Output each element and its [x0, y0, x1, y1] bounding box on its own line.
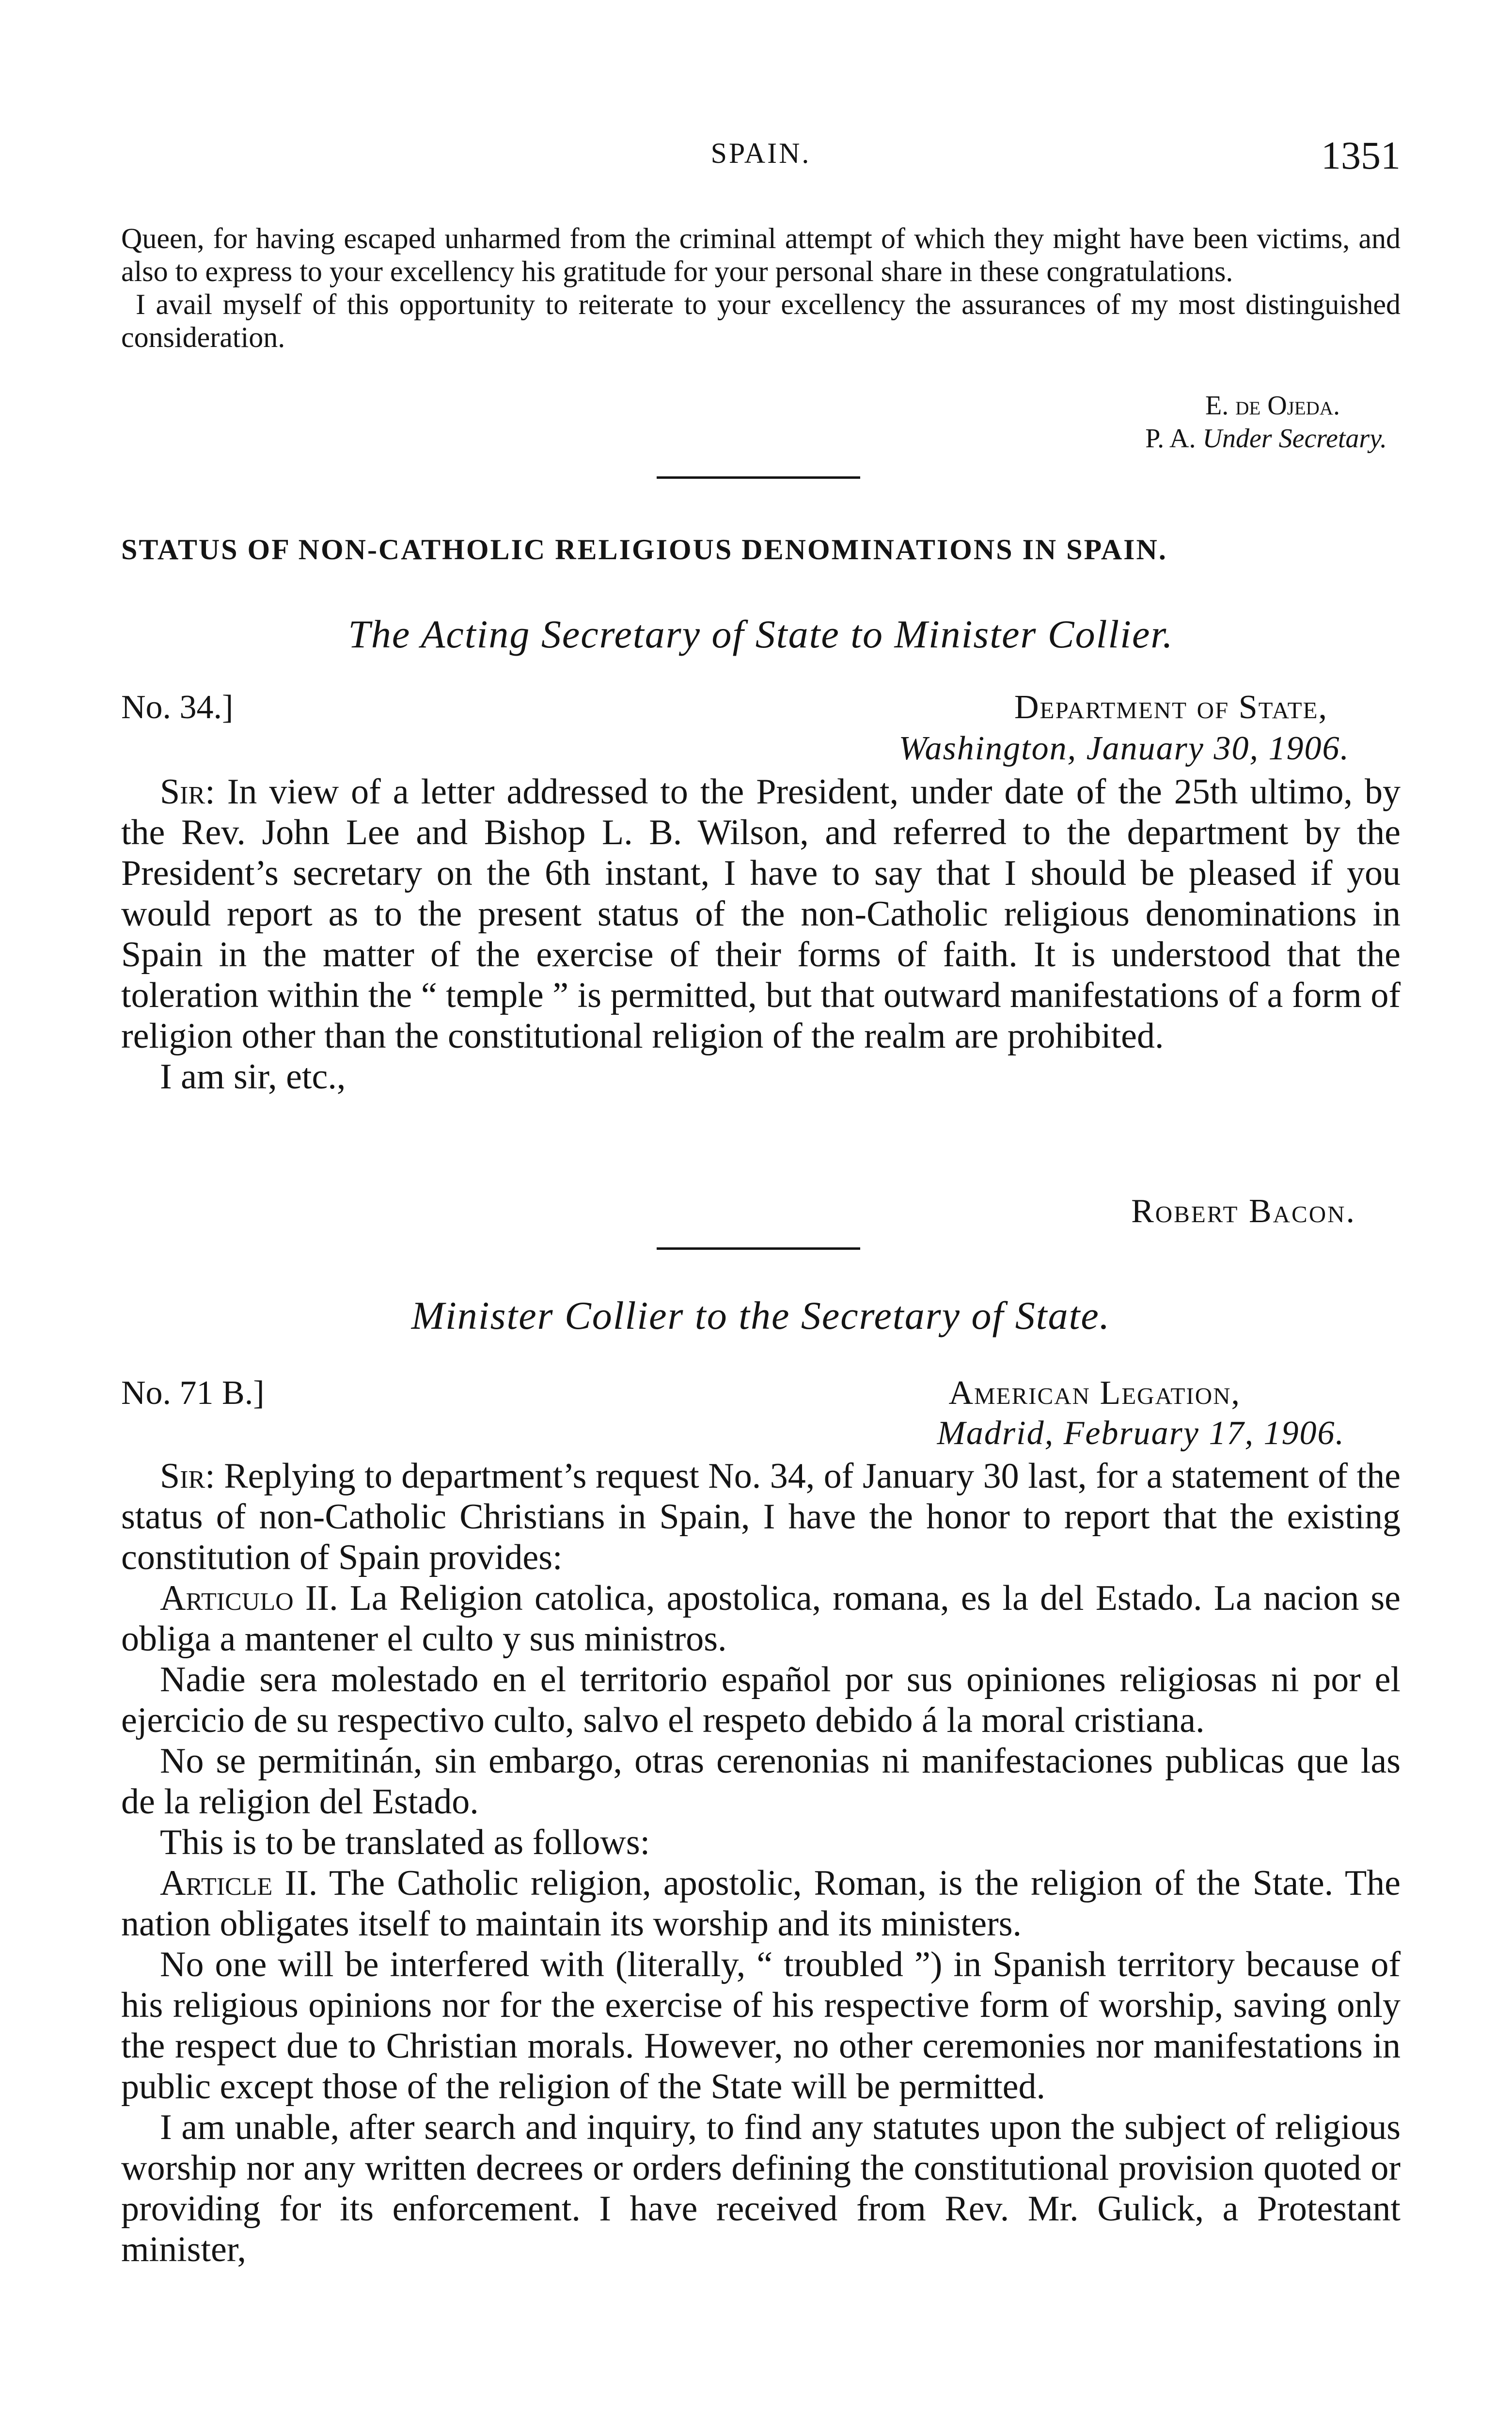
letter-heading: Minister Collier to the Secretary of State.: [411, 1293, 1111, 1337]
letter-heading: The Acting Secretary of State to Minister Collier.: [348, 612, 1174, 656]
letter-number: No. 34.]: [121, 689, 234, 726]
signature-title-line: [1145, 422, 1387, 455]
article-label: Article: [160, 1863, 273, 1903]
salutation: Sir:: [160, 1456, 215, 1496]
paragraph: This is to be translated as follows:: [160, 1823, 650, 1862]
paragraph: I avail myself of this opportunity to reiterate to your excellency the assurances of my most distinguished consideration.: [121, 288, 1401, 353]
letter-body: [121, 1456, 1401, 2270]
letter-number: No. 71 B.]: [121, 1374, 265, 1412]
letter-signature: Robert Bacon.: [1131, 1193, 1356, 1230]
signature-title: Under Secretary.: [1202, 424, 1387, 454]
paragraph: No se permitinán, sin embargo, otras cerenonias ni manifestaciones publicas que las de la religion del Estado.: [121, 1741, 1401, 1822]
signature-prefix: P. A.: [1145, 424, 1196, 454]
page-number: 1351: [1321, 133, 1401, 177]
letter-office: Department of State,: [1014, 689, 1328, 726]
letter-body: [121, 771, 1401, 1097]
letter-office: American Legation,: [948, 1374, 1241, 1412]
paragraph: Sir: In view of a letter addressed to the President, under date of the 25th ultimo, by the Rev. John Lee and Bishop L. B. Wilson, and referred to the department by the President’s secretary on the 6th instant, I have to say that I should be pleased if you would report as to the present status of the non-Catholic religious denominations in Spain in the matter of the exercise of their forms of faith. It is understood that the toleration within the “ temple ” is permitted, but that outward manifestations of a form of religion other than the constitutional religion of the realm are prohibited.: [121, 772, 1401, 1056]
paragraph: I am unable, after search and inquiry, to find any statutes upon the subject of religious worship nor any written decrees or orders defining the constitutional provision quoted or providing for its enforcement. I have received from Rev. Mr. Gulick, a Protestant minister,: [121, 2108, 1401, 2269]
separator-rule: [657, 476, 860, 479]
paragraph: No one will be interfered with (literally, “ troubled ”) in Spanish territory because of his religious opinions nor for the exercise of his respective form of worship, saving only the respect due to Christian morals. However, no other ceremonies nor manifestations in public except those of the religion of the State will be permitted.: [121, 1945, 1401, 2107]
signature-name: E. de Ojeda.: [1205, 391, 1340, 421]
paragraph: Nadie sera molestado en el territorio español por sus opiniones religiosas ni por el ejercicio de su respectivo culto, salvo el respeto debido á la moral cristiana.: [121, 1660, 1401, 1740]
paragraph: Article II. The Catholic religion, apostolic, Roman, is the religion of the State. The nation obligates itself to maintain its worship and its ministers.: [121, 1863, 1401, 1944]
page-header: [121, 133, 1401, 180]
paragraph: I am sir, etc.,: [160, 1057, 346, 1097]
separator-rule: [657, 1247, 860, 1250]
preceding-letter-text: [121, 222, 1401, 354]
letter-place-date: Madrid, February 17, 1906.: [937, 1415, 1345, 1452]
paragraph: Queen, for having escaped unharmed from the criminal attempt of which they might have been victims, and also to express to your excellency his gratitude for your personal share in these congratulations.: [121, 222, 1401, 287]
article-label: Articulo: [160, 1578, 294, 1618]
running-head: SPAIN.: [710, 137, 811, 169]
section-title: STATUS OF NON-CATHOLIC RELIGIOUS DENOMINATIONS IN SPAIN.: [121, 534, 1167, 566]
paragraph: Articulo II. La Religion catolica, apostolica, romana, es la del Estado. La nacion se obliga a mantener el culto y sus ministros.: [121, 1578, 1401, 1659]
paragraph: Sir: Replying to department’s request No. 34, of January 30 last, for a statement of the status of non-Catholic Christians in Spain, I have the honor to report that the existing constitution of Spain provides:: [121, 1456, 1401, 1577]
letter-place-date: Washington, January 30, 1906.: [898, 730, 1350, 767]
salutation: Sir:: [160, 772, 215, 812]
